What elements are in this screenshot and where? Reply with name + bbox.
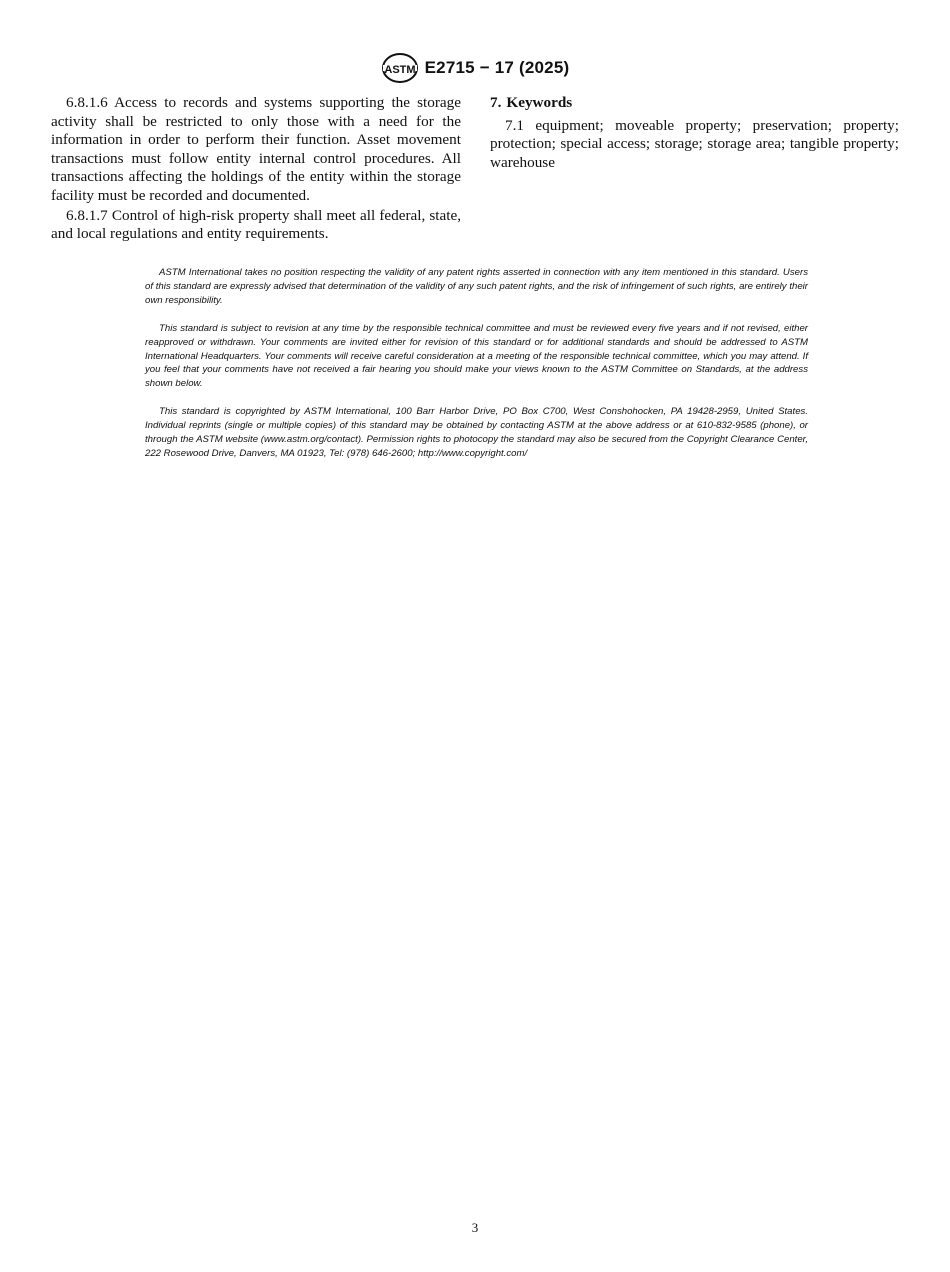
patent-notice: ASTM International takes no position respecting the validity of any patent rights asserted in connection with any item mentioned in this standard. Users of this standard are expressly advised that determination of the validity of any such patent rights, and the risk of infringement of such rights, are entirely their own responsibility.	[145, 267, 808, 306]
paragraph-6-8-1-7: 6.8.1.7 Control of high-risk property shall meet all federal, state, and local regulations and entity requirements.	[51, 206, 461, 243]
section-title: Keywords	[506, 94, 573, 111]
paragraph-7-1: 7.1 equipment; moveable property; preservation; property; protection; special access; storage; storage area; tangible property; warehouse	[490, 116, 899, 171]
paragraph-6-8-1-6: 6.8.1.6 Access to records and systems supporting the storage activity shall be restricted to only those with a need for the information in order to perform their function. Asset movement transactions must follow entity internal control procedures. All transactions affecting the holdings of the entity within the storage facility must be recorded and documented.	[51, 94, 461, 204]
revision-notice: This standard is subject to revision at any time by the responsible technical committee and must be reviewed every five years and if not revised, either reapproved or withdrawn. Your comments are invited either for revision of this standard or for additional standards and should be addressed to ASTM International Headquarters. Your comments will receive careful consideration at a meeting of the responsible technical committee, which you may attend. If you feel that your comments have not received a fair hearing you should make your views known to the ASTM Committee on Standards, at the address shown below.	[145, 322, 808, 390]
page-number: 3	[471, 1220, 479, 1235]
left-column	[51, 94, 461, 245]
page-header	[0, 50, 950, 86]
section-number: 7.	[490, 94, 502, 111]
standard-designation: E2715 − 17 (2025)	[424, 58, 570, 77]
section-heading-keywords	[490, 94, 899, 113]
astm-logo-icon	[381, 52, 419, 84]
svg-text:ASTM: ASTM	[384, 64, 416, 76]
legal-notices	[145, 266, 808, 475]
copyright-notice: This standard is copyrighted by ASTM International, 100 Barr Harbor Drive, PO Box C700, West Conshohocken, PA 19428-2959, United States. Individual reprints (single or multiple copies) of this standard may be obtained by contacting ASTM at the above address or at 610-832-9585 (phone), or through the ASTM website (www.astm.org/contact). Permission rights to photocopy the standard may also be secured from the Copyright Clearance Center, 222 Rosewood Drive, Danvers, MA 01923, Tel: (978) 646-2600; http://www.copyright.com/	[145, 406, 808, 459]
right-column	[490, 94, 899, 173]
